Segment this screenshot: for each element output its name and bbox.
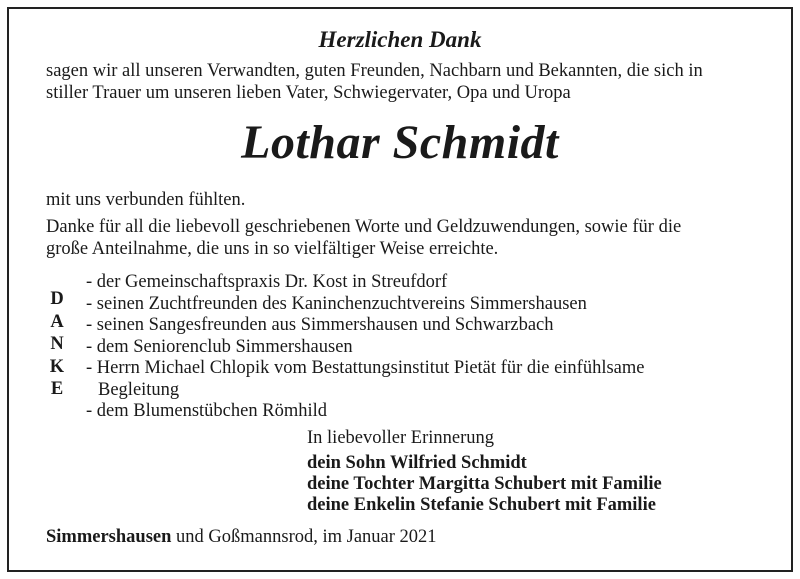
sympathy-line: mit uns verbunden fühlten. xyxy=(46,190,246,210)
list-item: - dem Blumenstübchen Römhild xyxy=(86,401,327,421)
signers-list xyxy=(307,453,662,516)
memory-line: In liebevoller Erinnerung xyxy=(307,428,494,448)
list-item: - seinen Zuchtfreunden des Kaninchenzuchtvereins Simmershausen xyxy=(86,293,587,314)
signer: dein Sohn Wilfried Schmidt xyxy=(307,453,527,473)
signer: deine Enkelin Stefanie Schubert mit Familie xyxy=(307,495,656,515)
list-item: - der Gemeinschaftspraxis Dr. Kost in Streufdorf xyxy=(86,272,448,292)
danke-letter: A xyxy=(50,311,64,332)
place-name: Simmershausen xyxy=(46,527,172,547)
danke-letter: D xyxy=(50,289,64,309)
signer: deine Tochter Margitta Schubert mit Familie xyxy=(307,474,662,494)
list-item: - seinen Sangesfreunden aus Simmershausen und Schwarzbach xyxy=(86,315,554,335)
place-date-line xyxy=(46,526,437,548)
danke-letter: E xyxy=(50,379,64,399)
thanks-list xyxy=(86,272,706,423)
danke-vertical-word xyxy=(46,288,68,401)
danke-letter: N xyxy=(50,334,64,354)
thanks-line: große Anteilnahme, die uns in so vielfältiger Weise erreichte. xyxy=(46,239,499,259)
intro-line: sagen wir all unseren Verwandten, guten Freunden, Nachbarn und Bekannten, die sich in xyxy=(46,61,703,81)
list-item: - dem Seniorenclub Simmershausen xyxy=(86,336,353,357)
intro-line: stiller Trauer um unseren lieben Vater, Schwiegervater, Opa und Uropa xyxy=(46,83,571,103)
place-date-rest: und Goßmannsrod, im Januar 2021 xyxy=(171,527,437,547)
deceased-name: Lothar Schmidt xyxy=(241,116,559,169)
intro-paragraph xyxy=(46,60,766,104)
danke-letter: K xyxy=(49,356,65,377)
list-item: - Herrn Michael Chlopik vom Bestattungsinstitut Pietät für die einfühlsame xyxy=(86,358,645,378)
notice-heading: Herzlichen Dank xyxy=(318,27,482,52)
thanks-line: Danke für all die liebevoll geschriebenen Worte und Geldzuwendungen, sowie für die xyxy=(46,217,682,237)
list-item-continuation: Begleitung xyxy=(98,379,180,400)
thanks-paragraph xyxy=(46,216,766,260)
